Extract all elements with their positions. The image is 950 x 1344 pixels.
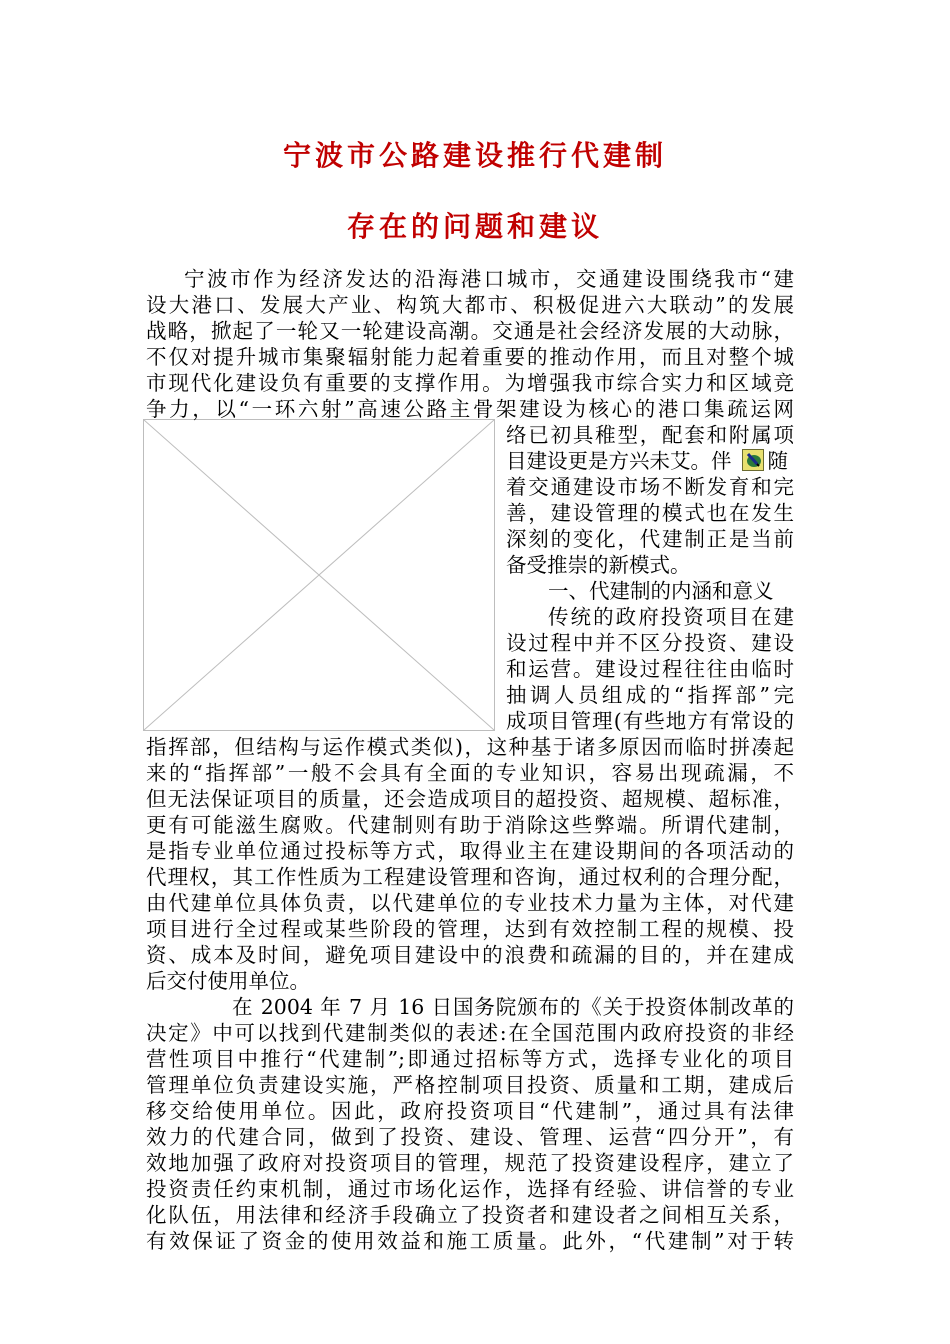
paragraph-line: 更有可能滋生腐败。代建制则有助于消除这些弊端。所谓代建制，	[146, 813, 794, 837]
paragraph-line: 移交给使用单位。因此，政府投资项目“代建制”，通过具有法律	[146, 1099, 794, 1123]
pencil-badge-icon	[742, 449, 764, 471]
paragraph-line: 后交付使用单位。	[146, 969, 310, 993]
paragraph-line: 设大港口、发展大产业、构筑大都市、积极促进六大联动”的发展	[146, 293, 794, 317]
paragraph-line: 不仅对提升城市集聚辐射能力起着重要的推动作用，而且对整个城	[146, 345, 794, 369]
paragraph-line: 战略，掀起了一轮又一轮建设高潮。交通是社会经济发展的大动脉，	[146, 319, 794, 343]
document-title-line-1: 宁波市公路建设推行代建制	[282, 139, 667, 172]
paragraph-line: 资、成本及时间，避免项目建设中的浪费和疏漏的目的，并在建成	[146, 943, 794, 967]
paragraph-line: 和运营。建设过程往往由临时	[506, 657, 794, 681]
paragraph-line: 项目进行全过程或某些阶段的管理，达到有效控制工程的规模、投	[146, 917, 794, 941]
paragraph-line: 是指专业单位通过投标等方式，取得业主在建设期间的各项活动的	[146, 839, 794, 863]
paragraph-line-with-icon	[506, 448, 794, 474]
paragraph-line: 善，建设管理的模式也在发生	[506, 501, 794, 525]
paragraph-line: 但无法保证项目的质量，还会造成项目的超投资、超规模、超标准，	[146, 787, 794, 811]
paragraph-text: 随	[767, 449, 788, 473]
paragraph-line: 深刻的变化，代建制正是当前	[506, 527, 794, 551]
paragraph-line: 在 2004 年 7 月 16 日国务院颁布的《关于投资体制改革的	[232, 995, 794, 1019]
paragraph-line: 市现代化建设负有重要的支撑作用。为增强我市综合实力和区域竞	[146, 371, 794, 395]
paragraph-line: 管理单位负责建设实施，严格控制项目投资、质量和工期，建成后	[146, 1073, 794, 1097]
paragraph-line: 效力的代建合同，做到了投资、建设、管理、运营“四分开”，有	[146, 1125, 794, 1149]
paragraph-line: 宁波市作为经济发达的沿海港口城市，交通建设围绕我市“建	[184, 267, 794, 291]
paragraph-line: 络已初具稚型，配套和附属项	[506, 423, 794, 447]
paragraph-line: 来的“指挥部”一般不会具有全面的专业知识，容易出现疏漏，不	[146, 761, 794, 785]
paragraph-line: 设过程中并不区分投资、建设	[506, 631, 794, 655]
paragraph-line: 成项目管理(有些地方有常设的	[506, 709, 794, 733]
paragraph-text: 目建设更是方兴未艾。伴	[506, 449, 732, 473]
paragraph-line: 决定》中可以找到代建制类似的表述:在全国范围内政府投资的非经	[146, 1021, 794, 1045]
paragraph-line: 由代建单位具体负责，以代建单位的专业技术力量为主体，对代建	[146, 891, 794, 915]
paragraph-line: 备受推崇的新模式。	[506, 553, 691, 577]
paragraph-line: 指挥部，但结构与运作模式类似)，这种基于诸多原因而临时拼凑起	[146, 735, 794, 759]
section-heading: 一、代建制的内涵和意义	[548, 579, 774, 603]
image-placeholder	[143, 419, 495, 731]
paragraph-line: 营性项目中推行“代建制”;即通过招标等方式，选择专业化的项目	[146, 1047, 794, 1071]
paragraph-line: 代理权，其工作性质为工程建设管理和咨询，通过权利的合理分配，	[146, 865, 794, 889]
document-title-line-2: 存在的问题和建议	[346, 210, 603, 243]
paragraph-line: 着交通建设市场不断发育和完	[506, 475, 794, 499]
paragraph-line: 抽调人员组成的“指挥部”完	[506, 683, 794, 707]
paragraph-line: 化队伍，用法律和经济手段确立了投资者和建设者之间相互关系，	[146, 1203, 794, 1227]
paragraph-line: 效地加强了政府对投资项目的管理，规范了投资建设程序，建立了	[146, 1151, 794, 1175]
paragraph-line: 争力，以“一环六射”高速公路主骨架建设为核心的港口集疏运网	[146, 397, 794, 421]
paragraph-line: 传统的政府投资项目在建	[548, 605, 794, 629]
image-placeholder-cross	[144, 420, 494, 730]
paragraph-line: 投资责任约束机制，通过市场化运作，选择有经验、讲信誉的专业	[146, 1177, 794, 1201]
paragraph-line: 有效保证了资金的使用效益和施工质量。此外，“代建制”对于转	[146, 1229, 794, 1253]
